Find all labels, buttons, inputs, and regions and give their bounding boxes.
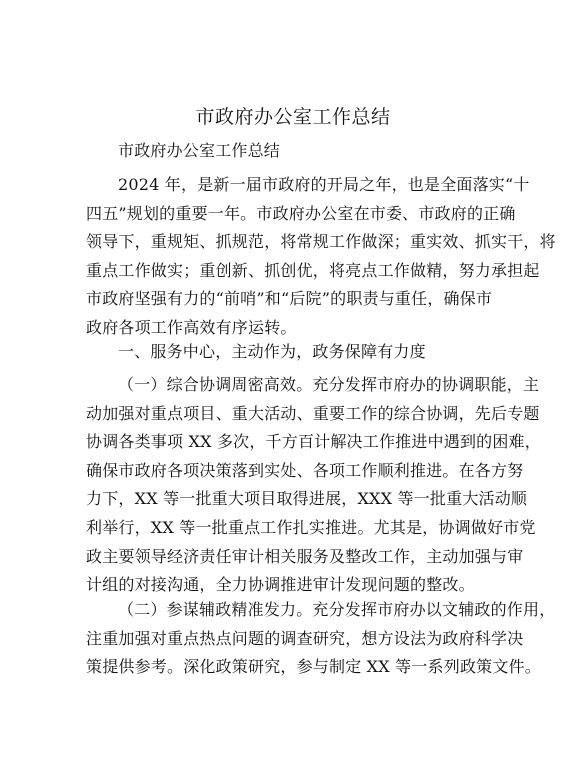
heading-text: 一、服务中心，主动作为，政务保障有力度 xyxy=(118,342,426,361)
paragraph-line: 四五”规划的重要一年。市政府办公室在市委、市政府的正确 xyxy=(86,203,516,223)
subtitle-text: 市政府办公室工作总结 xyxy=(118,141,281,160)
paragraph-line: （一）综合协调周密高效。充分发挥市府办的协调职能，主 xyxy=(118,375,540,394)
paragraph-line: 政主要领导经济责任审计相关服务及整改工作，主动加强与审 xyxy=(86,546,524,566)
paragraph-line: 市政府坚强有力的“前哨”和“后院”的职责与重任，确保市 xyxy=(86,289,493,309)
paragraph-line: 政府各项工作高效有序运转。 xyxy=(86,317,297,337)
paragraph-line: 2024 年，是新一届市政府的开局之年，也是全面落实“十 xyxy=(118,175,530,194)
paragraph-intro xyxy=(86,171,556,343)
paragraph-line: 利举行，XX 等一批重点工作扎实推进。尤其是，协调做好市党 xyxy=(86,517,536,537)
paragraph-advisory xyxy=(86,596,556,682)
paragraph-line: 策提供参考。深化政策研究，参与制定 XX 等一系列政策文件。 xyxy=(86,657,541,677)
paragraph-line: 动加强对重点项目、重大活动、重要工作的综合协调，先后专题 xyxy=(86,403,540,423)
paragraph-line: （二）参谋辅政精准发力。充分发挥市府办以文辅政的作用， xyxy=(118,600,556,619)
paragraph-line: 领导下，重规矩、抓规范，将常规工作做深；重实效、抓实干，将 xyxy=(86,232,556,252)
paragraph-line: 协调各类事项 XX 多次，千方百计解决工作推进中遇到的困难， xyxy=(86,432,541,452)
document-subtitle xyxy=(86,137,500,166)
paragraph-line: 确保市政府各项决策落到实处、各项工作顺利推进。在各方努 xyxy=(86,460,524,480)
paragraph-line: 注重加强对重点热点问题的调查研究，想方设法为政府科学决 xyxy=(86,628,524,648)
section-heading xyxy=(86,338,500,367)
paragraph-line: 重点工作做实；重创新、抓创优，将亮点工作做精，努力承担起 xyxy=(86,260,540,280)
document-title: 市政府办公室工作总结 xyxy=(195,106,391,128)
paragraph-coordination xyxy=(86,371,541,600)
paragraph-line: 力下，XX 等一批重大项目取得进展，XXX 等一批重大活动顺 xyxy=(86,489,528,509)
paragraph-line: 计组的对接沟通，全力协调推进审计发现问题的整改。 xyxy=(86,575,475,595)
